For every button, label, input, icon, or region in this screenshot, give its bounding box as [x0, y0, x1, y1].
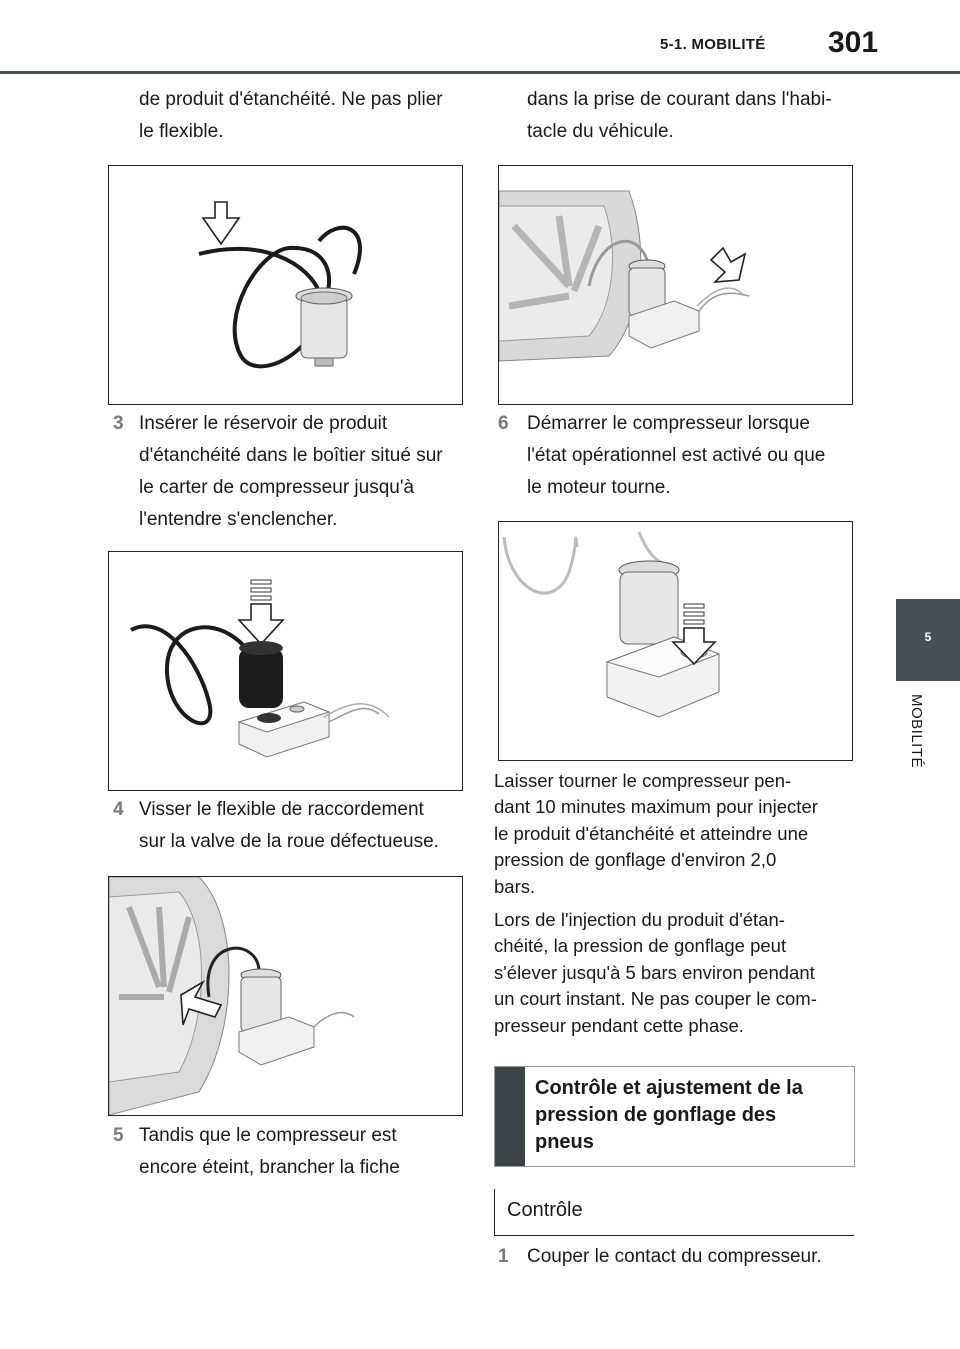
- heading-line-2: pression de gonflage des: [535, 1104, 777, 1126]
- para2-line-4: un court instant. Ne pas couper le com-: [494, 988, 817, 1009]
- step-3-line-3: le carter de compresseur jusqu'à: [139, 477, 415, 498]
- subheading-text: Contrôle: [507, 1199, 583, 1221]
- left-continuation-line-2: le flexible.: [139, 121, 224, 142]
- subheading: [494, 1189, 854, 1236]
- step-3-line-2: d'étanchéité dans le boîtier situé sur: [139, 445, 443, 466]
- heading-bar: [495, 1067, 525, 1166]
- figure-start-compressor: [498, 521, 853, 761]
- step-3-line-1: Insérer le réservoir de produit: [139, 413, 388, 434]
- step-4-line-2: sur la valve de la roue défectueuse.: [139, 831, 439, 852]
- step-6-line-3: le moteur tourne.: [527, 477, 671, 498]
- figure-insert-reservoir: [108, 551, 463, 791]
- step-5-line-2: encore éteint, brancher la fiche: [139, 1157, 400, 1178]
- step-3-line-4: l'entendre s'enclencher.: [139, 509, 338, 530]
- step-5-number: 5: [113, 1125, 124, 1146]
- step-1-text: Couper le contact du compresseur.: [527, 1246, 822, 1267]
- heading-line-1: Contrôle et ajustement de la: [535, 1077, 803, 1099]
- para1-line-1: Laisser tourner le compresseur pen-: [494, 770, 792, 791]
- header-rule: [0, 71, 960, 74]
- para2-line-3: s'élever jusqu'à 5 bars environ pendant: [494, 962, 815, 983]
- para1-line-2: dant 10 minutes maximum pour injecter: [494, 796, 818, 817]
- para1-line-3: le produit d'étanchéité et atteindre une: [494, 823, 809, 844]
- page-number: 301: [828, 26, 879, 59]
- step-5-line-1: Tandis que le compresseur est: [139, 1125, 397, 1146]
- para2-line-5: presseur pendant cette phase.: [494, 1015, 744, 1036]
- heading-line-3: pneus: [535, 1131, 594, 1153]
- section-heading: [535, 1075, 845, 1156]
- figure-sealant-bottle: [108, 165, 463, 405]
- chapter-label: MOBILITÉ: [908, 694, 925, 769]
- step-6-line-2: l'état opérationnel est activé ou que: [527, 445, 826, 466]
- step-6-number: 6: [498, 413, 509, 434]
- figure-hose-on-valve: [108, 876, 463, 1116]
- section-heading-box: [494, 1066, 855, 1167]
- para2-line-1: Lors de l'injection du produit d'étan-: [494, 909, 785, 930]
- para1-line-5: bars.: [494, 876, 536, 897]
- right-continuation-line-1: dans la prise de courant dans l'habi-: [527, 89, 832, 110]
- step-6-line-1: Démarrer le compresseur lorsque: [527, 413, 810, 434]
- left-continuation-line-1: de produit d'étanchéité. Ne pas plier: [139, 89, 443, 110]
- para1-line-4: pression de gonflage d'environ 2,0: [494, 849, 777, 870]
- para2-line-2: chéité, la pression de gonflage peut: [494, 935, 787, 956]
- step-4-number: 4: [113, 799, 124, 820]
- section-title: 5-1. MOBILITÉ: [660, 36, 766, 53]
- step-1-number: 1: [498, 1246, 509, 1267]
- figure-plug-socket: [498, 165, 853, 405]
- step-3-number: 3: [113, 413, 124, 434]
- right-continuation-line-2: tacle du véhicule.: [527, 121, 674, 142]
- chapter-tab: 5: [896, 599, 960, 681]
- step-4-line-1: Visser le flexible de raccordement: [139, 799, 424, 820]
